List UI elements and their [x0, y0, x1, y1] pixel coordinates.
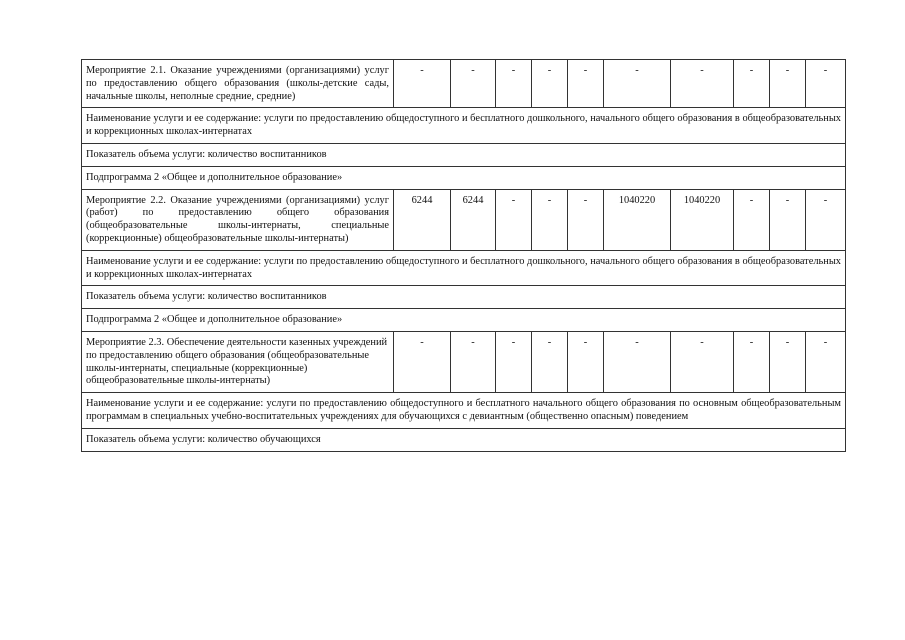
subprogram-title: Подпрограмма 2 «Общее и дополнительное образование»	[82, 309, 846, 332]
service-description: Наименование услуги и ее содержание: услуги по предоставлению общедоступного и бесплатного начального общего образования по основным общеобразовательным программам в специальных учебно-воспитательных учреждениях для обучающихся с девиантным (общественно опасным) поведением	[82, 393, 846, 429]
activity-row	[82, 189, 846, 250]
value-cell: -	[770, 331, 806, 392]
value-cell: -	[734, 331, 770, 392]
value-cell: -	[568, 331, 604, 392]
value-cell: 6244	[451, 189, 496, 250]
value-cell: -	[671, 60, 734, 108]
value-cell: 1040220	[604, 189, 671, 250]
service-row	[82, 108, 846, 144]
subprogram-row	[82, 166, 846, 189]
value-cell: 1040220	[671, 189, 734, 250]
service-row	[82, 250, 846, 286]
value-cell: -	[604, 331, 671, 392]
value-cell: -	[671, 331, 734, 392]
service-row	[82, 393, 846, 429]
activity-cell: Мероприятие 2.1. Оказание учреждениями (организациями) услуг по предоставлению общего образования (школы-детские сады, начальные школы, неполные средние, средние)	[82, 60, 394, 108]
activity-cell: Мероприятие 2.2. Оказание учреждениями (организациями) услуг (работ) по предоставлению общего образования (общеобразовательные школы-интернаты, специальные (коррекционные) общеобразовательные школы-интернаты)	[82, 189, 394, 250]
service-description: Наименование услуги и ее содержание: услуги по предоставлению общедоступного и бесплатного дошкольного, начального общего образования в общеобразовательных и коррекционных школах-интернатах	[82, 250, 846, 286]
value-cell: -	[806, 331, 846, 392]
value-cell: -	[496, 60, 532, 108]
subprogram-title: Подпрограмма 2 «Общее и дополнительное образование»	[82, 166, 846, 189]
value-cell: -	[806, 60, 846, 108]
value-cell: -	[532, 331, 568, 392]
value-cell: -	[532, 60, 568, 108]
value-cell: -	[568, 60, 604, 108]
value-cell: -	[604, 60, 671, 108]
value-cell: -	[806, 189, 846, 250]
activity-row	[82, 60, 846, 108]
value-cell: -	[451, 331, 496, 392]
indicator-row	[82, 286, 846, 309]
activity-row	[82, 331, 846, 392]
value-cell: -	[394, 331, 451, 392]
value-cell: -	[496, 189, 532, 250]
services-table	[81, 59, 846, 452]
indicator-row	[82, 428, 846, 451]
value-cell: 6244	[394, 189, 451, 250]
value-cell: -	[770, 189, 806, 250]
value-cell: -	[496, 331, 532, 392]
value-cell: -	[451, 60, 496, 108]
value-cell: -	[532, 189, 568, 250]
subprogram-row	[82, 309, 846, 332]
service-description: Наименование услуги и ее содержание: услуги по предоставлению общедоступного и бесплатного дошкольного, начального общего образования в общеобразовательных и коррекционных школах-интернатах	[82, 108, 846, 144]
activity-cell: Мероприятие 2.3. Обеспечение деятельности казенных учреждений по предоставлению общего образования (общеобразовательные школы-интернаты, специальные (коррекционные) общеобразовательные школы-интернаты)	[82, 331, 394, 392]
volume-indicator: Показатель объема услуги: количество воспитанников	[82, 286, 846, 309]
volume-indicator: Показатель объема услуги: количество воспитанников	[82, 143, 846, 166]
value-cell: -	[568, 189, 604, 250]
value-cell: -	[770, 60, 806, 108]
value-cell: -	[394, 60, 451, 108]
value-cell: -	[734, 189, 770, 250]
value-cell: -	[734, 60, 770, 108]
indicator-row	[82, 143, 846, 166]
volume-indicator: Показатель объема услуги: количество обучающихся	[82, 428, 846, 451]
